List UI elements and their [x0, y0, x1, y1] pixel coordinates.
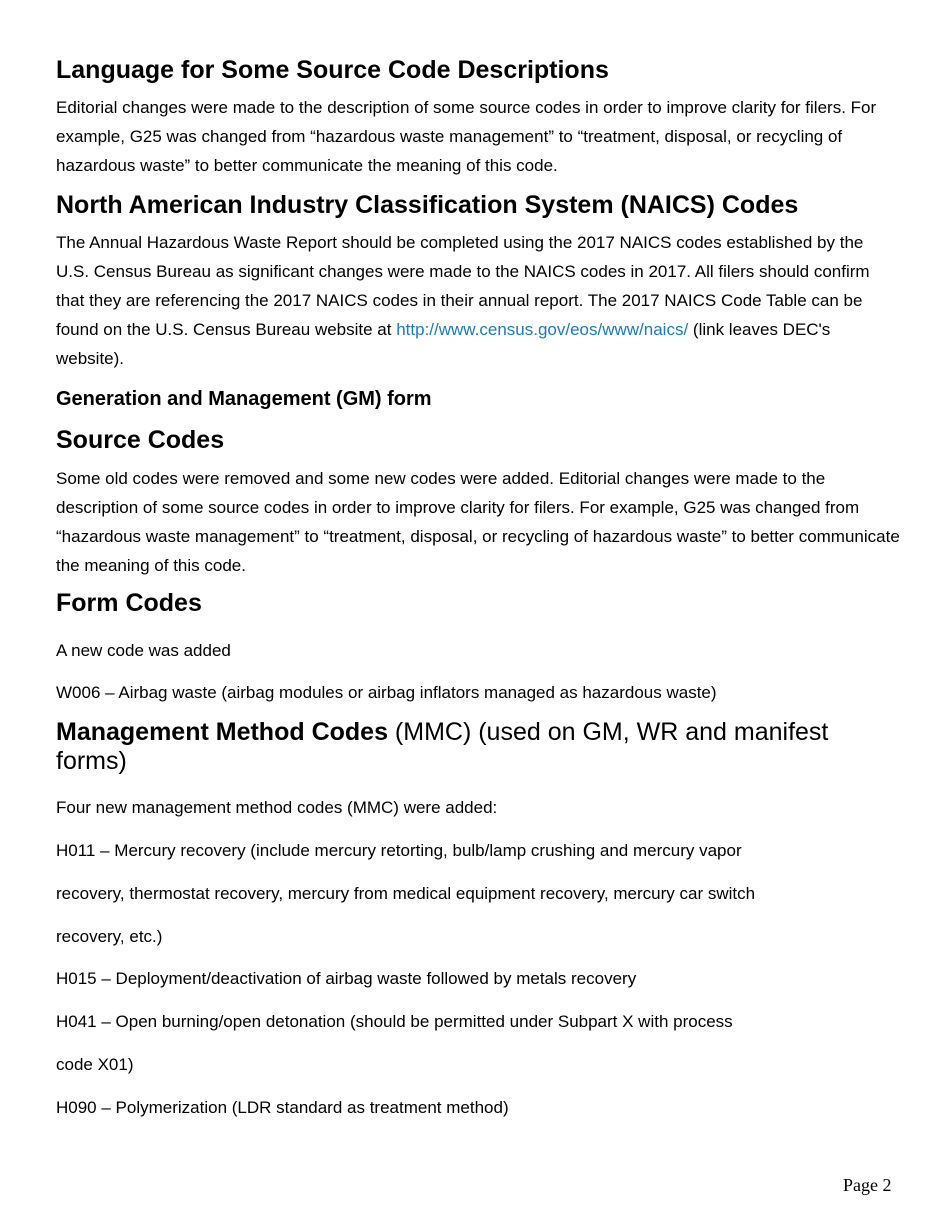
heading-gm-form: Generation and Management (GM) form — [56, 388, 432, 410]
heading-management-method-codes — [56, 718, 901, 776]
mmc-line-h011-2: recovery, thermostat recovery, mercury from medical equipment recovery, mercury car switch — [56, 884, 756, 903]
mmc-line-h011-3: recovery, etc.) — [56, 927, 163, 946]
heading-form-codes: Form Codes — [56, 589, 202, 617]
paragraph-language-source-codes: Editorial changes were made to the description of some source codes in order to improve clarity for filers. For example, G25 was changed from “hazardous waste management” to “treatment, disposal, or recycling of hazardous waste” to better communicate the meaning of this code. — [56, 98, 877, 175]
paragraph-naics-codes — [56, 228, 901, 373]
naics-text-before-link: The Annual Hazardous Waste Report should be completed using the 2017 NAICS codes established by the U.S. Census Bureau as significant changes were made to the NAICS codes in 2017. All filers should confirm that they are referencing the 2017 NAICS codes in their annual report. The 2017 NAICS Code Table can be found on the U.S. Census Bureau website at — [56, 233, 870, 339]
page-number: Page 2 — [843, 1175, 892, 1195]
mmc-line-h041-1: H041 – Open burning/open detonation (should be permitted under Subpart X with process — [56, 1012, 733, 1031]
census-naics-link[interactable]: http://www.census.gov/eos/www/naics/ — [396, 320, 689, 339]
mmc-line-h090: H090 – Polymerization (LDR standard as treatment method) — [56, 1098, 509, 1117]
mmc-heading-rest: (MMC) (used on GM, WR and manifest forms) — [56, 718, 829, 775]
mmc-heading-bold: Management Method Codes — [56, 718, 388, 746]
mmc-intro: Four new management method codes (MMC) were added: — [56, 798, 498, 817]
heading-naics-codes: North American Industry Classification System (NAICS) Codes — [56, 191, 799, 219]
heading-source-codes: Source Codes — [56, 426, 225, 454]
form-code-item-w006: W006 – Airbag waste (airbag modules or airbag inflators managed as hazardous waste) — [56, 683, 717, 702]
naics-text-after-link: (link leaves DEC's website). — [56, 320, 831, 368]
mmc-line-h011-1: H011 – Mercury recovery (include mercury retorting, bulb/lamp crushing and mercury vapor — [56, 841, 742, 860]
mmc-line-h015: H015 – Deployment/deactivation of airbag waste followed by metals recovery — [56, 969, 637, 988]
heading-language-source-codes: Language for Some Source Code Descriptions — [56, 56, 609, 84]
mmc-line-h041-2: code X01) — [56, 1055, 134, 1074]
paragraph-source-codes: Some old codes were removed and some new codes were added. Editorial changes were made to the description of some source codes in order to improve clarity for filers. For example, G25 was changed from “hazardous waste management” to “treatment, disposal, or recycling of hazardous waste” to better communicate the meaning of this code. — [56, 469, 900, 575]
form-codes-intro: A new code was added — [56, 641, 231, 660]
